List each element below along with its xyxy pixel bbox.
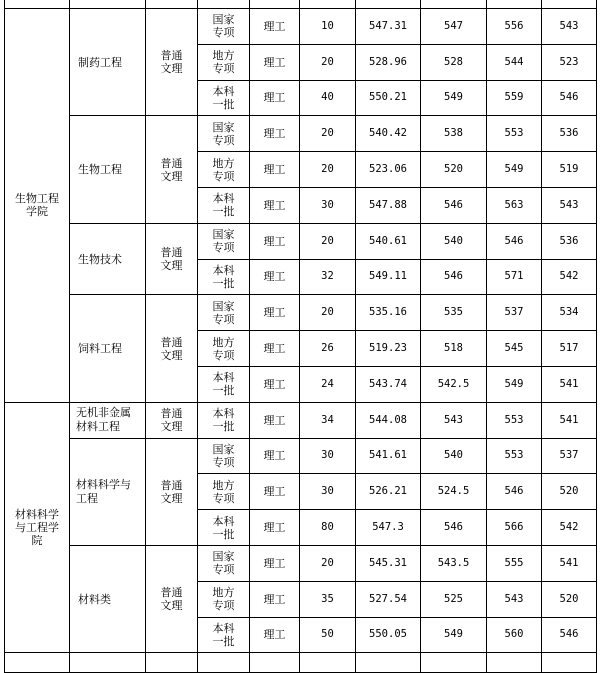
plan-count-cell: 20: [300, 223, 356, 259]
subject-cell: 理工: [250, 331, 300, 367]
major-cell: 材料科学与 工程: [70, 438, 146, 545]
average-score-cell: 540.42: [356, 116, 421, 152]
category-cell: 普通 文理: [146, 295, 198, 402]
cell: [70, 653, 146, 673]
average-score-cell: 547.31: [356, 9, 421, 45]
plan-count-cell: 20: [300, 152, 356, 188]
subject-cell: 理工: [250, 438, 300, 474]
median-score-cell: 524.5: [421, 474, 487, 510]
average-score-cell: 549.11: [356, 259, 421, 295]
cell: [70, 0, 146, 9]
average-score-cell: 535.16: [356, 295, 421, 331]
plan-count-cell: 20: [300, 44, 356, 80]
plan-count-cell: 30: [300, 474, 356, 510]
batch-cell: 本科 一批: [198, 402, 250, 438]
batch-cell: 本科 一批: [198, 510, 250, 546]
highest-score-cell: 571: [487, 259, 542, 295]
lowest-score-cell: 523: [542, 44, 597, 80]
lowest-score-cell: 536: [542, 223, 597, 259]
major-cell: 饲料工程: [70, 295, 146, 402]
plan-count-cell: 80: [300, 510, 356, 546]
cell: [542, 0, 597, 9]
lowest-score-cell: 543: [542, 187, 597, 223]
table-row-cut-bottom: [5, 653, 597, 673]
subject-cell: 理工: [250, 116, 300, 152]
subject-cell: 理工: [250, 259, 300, 295]
subject-cell: 理工: [250, 581, 300, 617]
cell: [198, 0, 250, 9]
table-row-cut-top: [5, 0, 597, 9]
table-row: [5, 9, 597, 45]
batch-cell: 本科 一批: [198, 259, 250, 295]
highest-score-cell: 544: [487, 44, 542, 80]
median-score-cell: 547: [421, 9, 487, 45]
college-cell: 生物工程 学院: [5, 9, 70, 403]
subject-cell: 理工: [250, 9, 300, 45]
highest-score-cell: 549: [487, 152, 542, 188]
median-score-cell: 528: [421, 44, 487, 80]
table-row: [5, 438, 597, 474]
subject-cell: 理工: [250, 510, 300, 546]
batch-cell: 地方 专项: [198, 44, 250, 80]
plan-count-cell: 34: [300, 402, 356, 438]
median-score-cell: 549: [421, 617, 487, 653]
batch-cell: 地方 专项: [198, 331, 250, 367]
average-score-cell: 544.08: [356, 402, 421, 438]
lowest-score-cell: 519: [542, 152, 597, 188]
table-row: [5, 295, 597, 331]
batch-cell: 本科 一批: [198, 617, 250, 653]
plan-count-cell: 20: [300, 116, 356, 152]
highest-score-cell: 559: [487, 80, 542, 116]
highest-score-cell: 563: [487, 187, 542, 223]
lowest-score-cell: 520: [542, 474, 597, 510]
highest-score-cell: 553: [487, 116, 542, 152]
median-score-cell: 525: [421, 581, 487, 617]
plan-count-cell: 32: [300, 259, 356, 295]
batch-cell: 国家 专项: [198, 223, 250, 259]
highest-score-cell: 553: [487, 438, 542, 474]
median-score-cell: 518: [421, 331, 487, 367]
cell: [300, 0, 356, 9]
cell: [300, 653, 356, 673]
cell: [356, 0, 421, 9]
admission-scores-table: [4, 0, 597, 673]
category-cell: 普通 文理: [146, 223, 198, 295]
lowest-score-cell: 542: [542, 510, 597, 546]
cell: [5, 0, 70, 9]
highest-score-cell: 560: [487, 617, 542, 653]
batch-cell: 国家 专项: [198, 438, 250, 474]
cell: [146, 0, 198, 9]
table-row: [5, 545, 597, 581]
college-cell: 材料科学 与工程学 院: [5, 402, 70, 653]
median-score-cell: 540: [421, 223, 487, 259]
lowest-score-cell: 546: [542, 80, 597, 116]
median-score-cell: 546: [421, 510, 487, 546]
batch-cell: 本科 一批: [198, 80, 250, 116]
lowest-score-cell: 536: [542, 116, 597, 152]
cell: [542, 653, 597, 673]
subject-cell: 理工: [250, 402, 300, 438]
median-score-cell: 542.5: [421, 366, 487, 402]
average-score-cell: 547.88: [356, 187, 421, 223]
lowest-score-cell: 542: [542, 259, 597, 295]
batch-cell: 地方 专项: [198, 474, 250, 510]
table-row: [5, 402, 597, 438]
category-cell: 普通 文理: [146, 545, 198, 652]
cell: [487, 653, 542, 673]
average-score-cell: 545.31: [356, 545, 421, 581]
batch-cell: 国家 专项: [198, 9, 250, 45]
category-cell: 普通 文理: [146, 402, 198, 438]
cell: [250, 0, 300, 9]
plan-count-cell: 30: [300, 187, 356, 223]
category-cell: 普通 文理: [146, 438, 198, 545]
highest-score-cell: 545: [487, 331, 542, 367]
table-body: [5, 0, 597, 673]
average-score-cell: 550.05: [356, 617, 421, 653]
subject-cell: 理工: [250, 152, 300, 188]
average-score-cell: 528.96: [356, 44, 421, 80]
lowest-score-cell: 546: [542, 617, 597, 653]
table-row: [5, 116, 597, 152]
subject-cell: 理工: [250, 80, 300, 116]
average-score-cell: 519.23: [356, 331, 421, 367]
subject-cell: 理工: [250, 223, 300, 259]
subject-cell: 理工: [250, 617, 300, 653]
average-score-cell: 547.3: [356, 510, 421, 546]
batch-cell: 国家 专项: [198, 295, 250, 331]
cell: [198, 653, 250, 673]
cell: [5, 653, 70, 673]
cell: [250, 653, 300, 673]
lowest-score-cell: 543: [542, 9, 597, 45]
highest-score-cell: 566: [487, 510, 542, 546]
highest-score-cell: 537: [487, 295, 542, 331]
major-cell: 生物技术: [70, 223, 146, 295]
lowest-score-cell: 541: [542, 366, 597, 402]
plan-count-cell: 26: [300, 331, 356, 367]
plan-count-cell: 20: [300, 295, 356, 331]
subject-cell: 理工: [250, 474, 300, 510]
median-score-cell: 543.5: [421, 545, 487, 581]
major-cell: 生物工程: [70, 116, 146, 223]
category-cell: 普通 文理: [146, 116, 198, 223]
subject-cell: 理工: [250, 44, 300, 80]
lowest-score-cell: 541: [542, 545, 597, 581]
average-score-cell: 523.06: [356, 152, 421, 188]
median-score-cell: 520: [421, 152, 487, 188]
highest-score-cell: 546: [487, 223, 542, 259]
plan-count-cell: 35: [300, 581, 356, 617]
median-score-cell: 540: [421, 438, 487, 474]
average-score-cell: 541.61: [356, 438, 421, 474]
highest-score-cell: 556: [487, 9, 542, 45]
median-score-cell: 543: [421, 402, 487, 438]
plan-count-cell: 30: [300, 438, 356, 474]
batch-cell: 本科 一批: [198, 187, 250, 223]
plan-count-cell: 10: [300, 9, 356, 45]
batch-cell: 地方 专项: [198, 581, 250, 617]
median-score-cell: 546: [421, 187, 487, 223]
major-cell: 无机非金属 材料工程: [70, 402, 146, 438]
cell: [421, 653, 487, 673]
subject-cell: 理工: [250, 366, 300, 402]
average-score-cell: 540.61: [356, 223, 421, 259]
cell: [487, 0, 542, 9]
lowest-score-cell: 537: [542, 438, 597, 474]
average-score-cell: 550.21: [356, 80, 421, 116]
highest-score-cell: 546: [487, 474, 542, 510]
lowest-score-cell: 534: [542, 295, 597, 331]
plan-count-cell: 40: [300, 80, 356, 116]
batch-cell: 本科 一批: [198, 366, 250, 402]
batch-cell: 国家 专项: [198, 545, 250, 581]
highest-score-cell: 553: [487, 402, 542, 438]
cell: [146, 653, 198, 673]
table-row: [5, 223, 597, 259]
subject-cell: 理工: [250, 187, 300, 223]
category-cell: 普通 文理: [146, 9, 198, 116]
subject-cell: 理工: [250, 295, 300, 331]
median-score-cell: 549: [421, 80, 487, 116]
average-score-cell: 526.21: [356, 474, 421, 510]
highest-score-cell: 549: [487, 366, 542, 402]
average-score-cell: 543.74: [356, 366, 421, 402]
average-score-cell: 527.54: [356, 581, 421, 617]
subject-cell: 理工: [250, 545, 300, 581]
plan-count-cell: 24: [300, 366, 356, 402]
major-cell: 制药工程: [70, 9, 146, 116]
plan-count-cell: 50: [300, 617, 356, 653]
median-score-cell: 535: [421, 295, 487, 331]
batch-cell: 地方 专项: [198, 152, 250, 188]
batch-cell: 国家 专项: [198, 116, 250, 152]
highest-score-cell: 555: [487, 545, 542, 581]
lowest-score-cell: 541: [542, 402, 597, 438]
highest-score-cell: 543: [487, 581, 542, 617]
median-score-cell: 538: [421, 116, 487, 152]
cell: [356, 653, 421, 673]
plan-count-cell: 20: [300, 545, 356, 581]
lowest-score-cell: 520: [542, 581, 597, 617]
cell: [421, 0, 487, 9]
major-cell: 材料类: [70, 545, 146, 652]
lowest-score-cell: 517: [542, 331, 597, 367]
median-score-cell: 546: [421, 259, 487, 295]
